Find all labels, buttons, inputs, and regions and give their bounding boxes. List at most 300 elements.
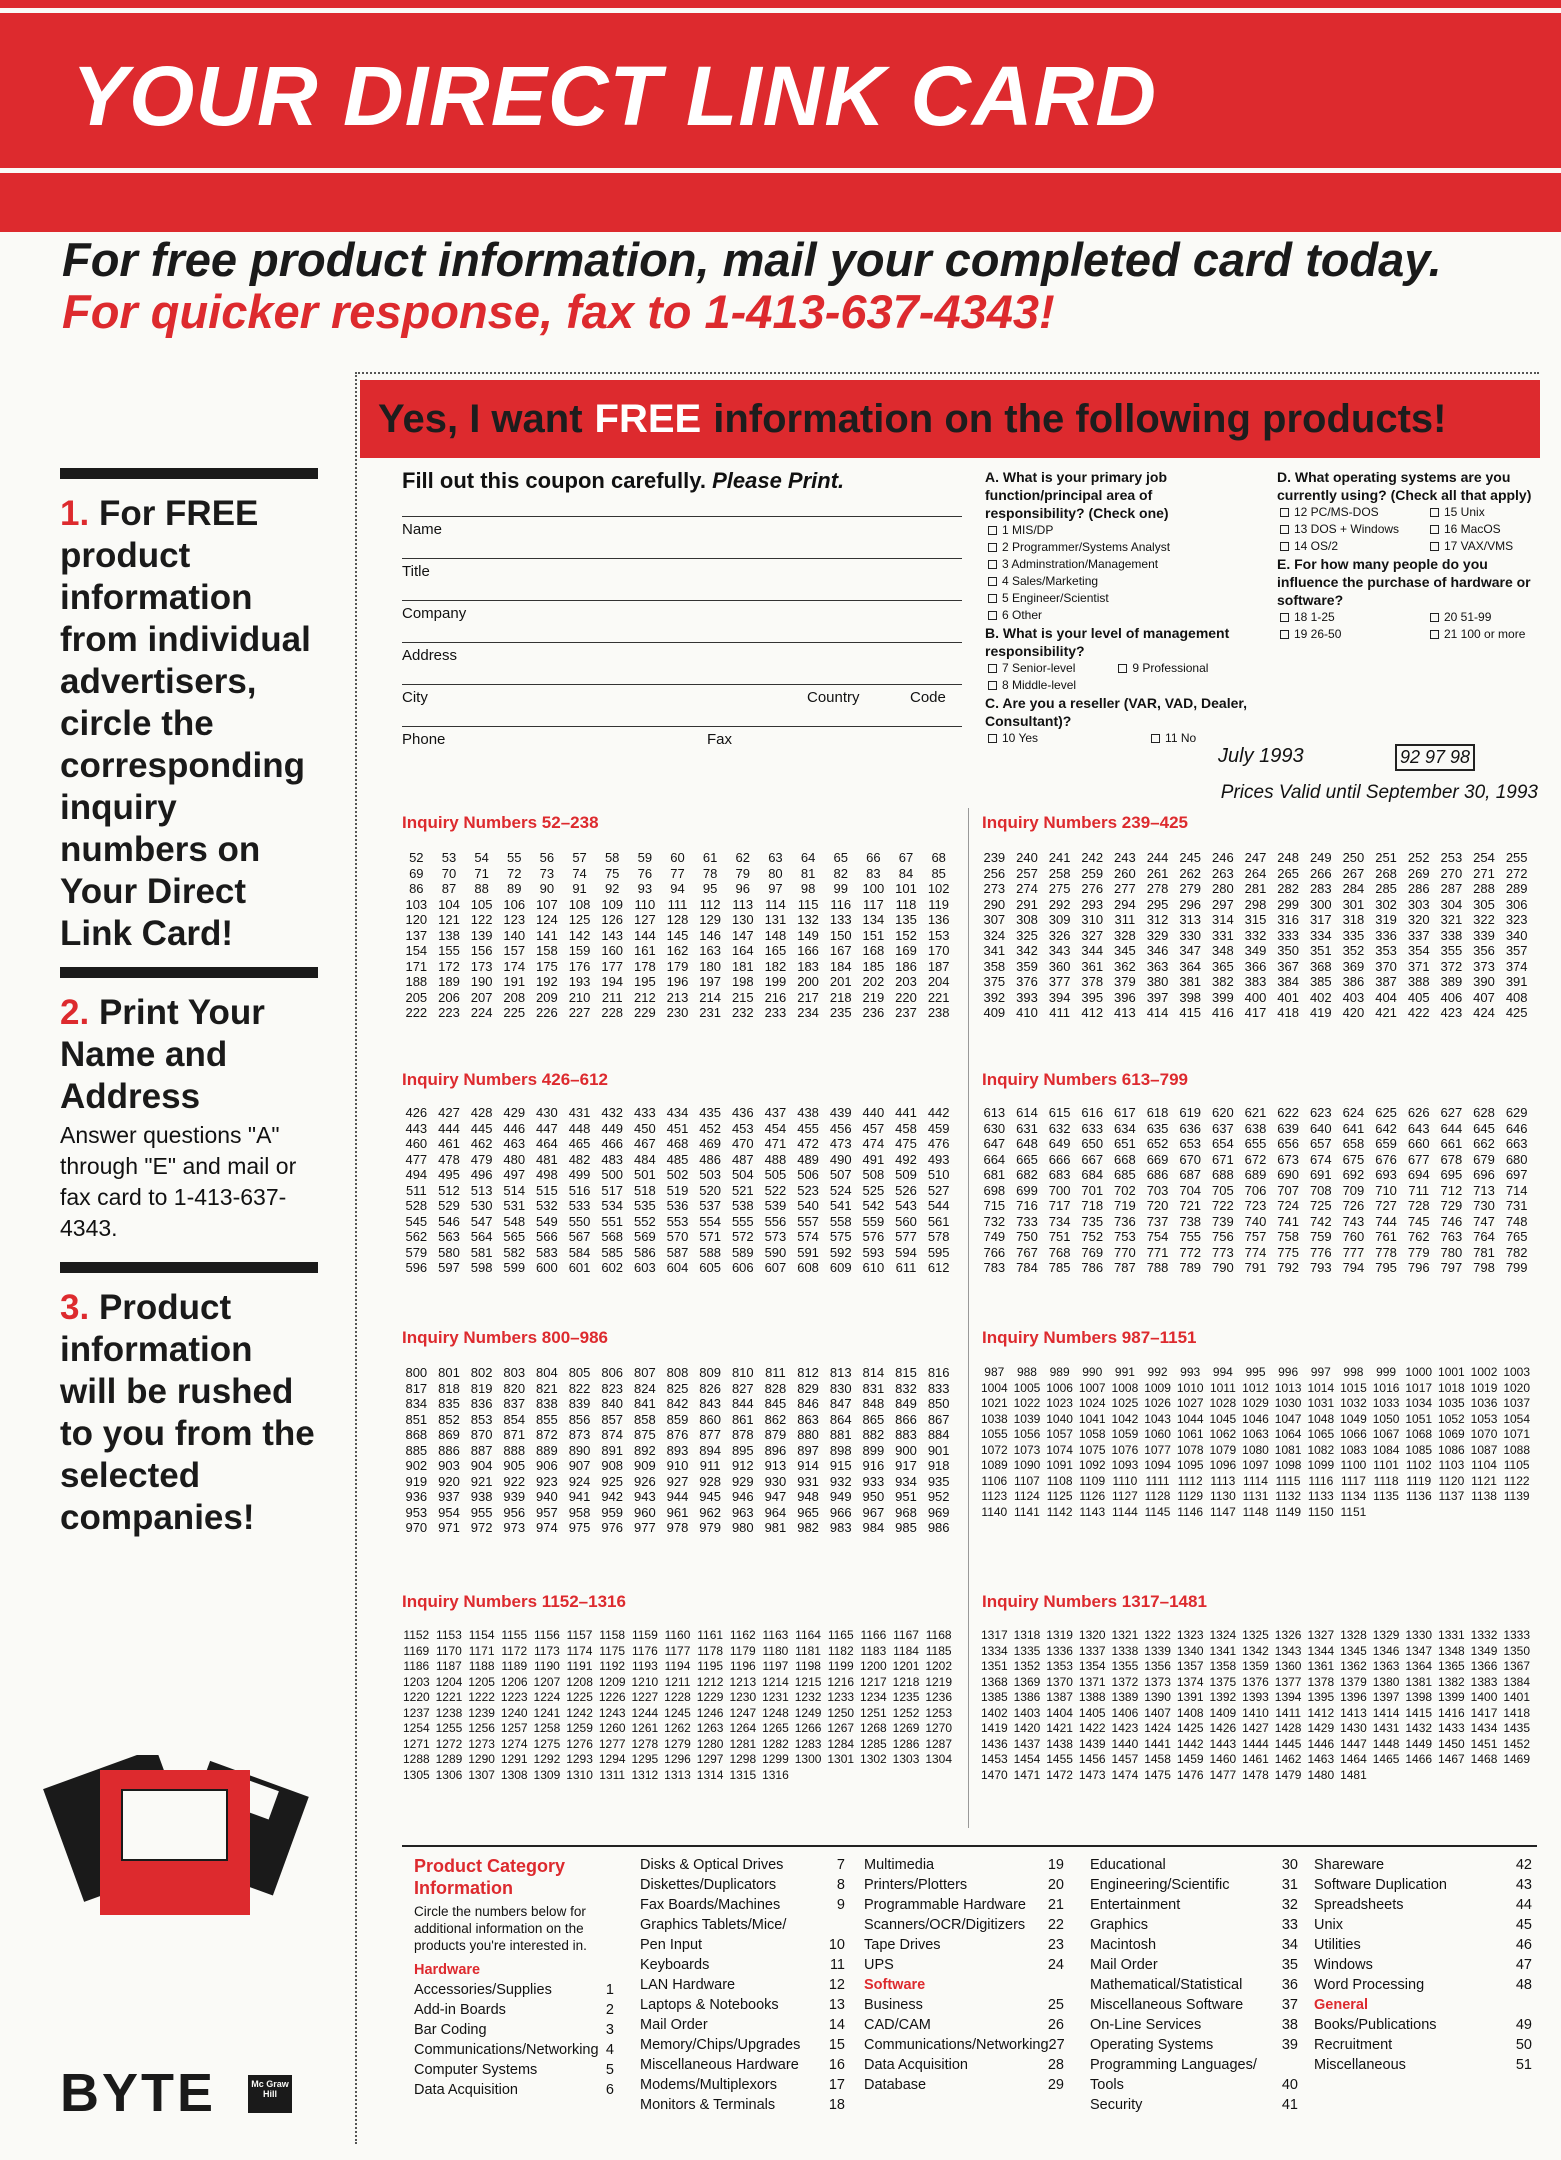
- inquiry-number[interactable]: 458: [895, 1120, 917, 1136]
- inquiry-number[interactable]: 735: [1081, 1213, 1104, 1229]
- inquiry-number[interactable]: 231: [699, 1005, 721, 1020]
- inquiry-number[interactable]: 56: [539, 850, 555, 865]
- inquiry-number[interactable]: 121: [438, 912, 460, 927]
- inquiry-number[interactable]: 391: [1505, 974, 1528, 989]
- inquiry-number[interactable]: 1071: [1503, 1427, 1531, 1441]
- inquiry-number[interactable]: 980: [731, 1520, 754, 1535]
- inquiry-number[interactable]: 896: [764, 1442, 787, 1458]
- inquiry-number[interactable]: 364: [1179, 958, 1202, 974]
- inquiry-number[interactable]: 71: [474, 865, 489, 881]
- inquiry-number[interactable]: 595: [927, 1244, 950, 1260]
- inquiry-number[interactable]: 702: [1114, 1182, 1136, 1198]
- inquiry-number[interactable]: 1444: [1242, 1736, 1269, 1751]
- inquiry-number[interactable]: 495: [438, 1167, 460, 1182]
- inquiry-number[interactable]: 1173: [534, 1643, 560, 1658]
- category-item[interactable]: Modems/Multiplexors 17: [640, 2077, 845, 2093]
- inquiry-number[interactable]: 1176: [631, 1643, 658, 1658]
- category-item[interactable]: Engineering/Scientific 31: [1090, 1877, 1298, 1893]
- inquiry-number[interactable]: 939: [503, 1489, 526, 1504]
- inquiry-number[interactable]: 1470: [980, 1767, 1008, 1782]
- inquiry-number[interactable]: 712: [1440, 1182, 1463, 1198]
- inquiry-number[interactable]: 657: [1309, 1136, 1332, 1151]
- inquiry-number[interactable]: 518: [633, 1182, 656, 1198]
- inquiry-number[interactable]: 1333: [1503, 1628, 1531, 1642]
- category-item[interactable]: Data Acquisition 28: [864, 2057, 1064, 2073]
- inquiry-number[interactable]: 397: [1146, 989, 1169, 1005]
- inquiry-number[interactable]: 813: [829, 1365, 852, 1380]
- category-item[interactable]: Communications/Networking 27: [864, 2037, 1065, 2053]
- inquiry-number[interactable]: 1307: [468, 1767, 495, 1782]
- inquiry-number[interactable]: 244: [1146, 850, 1169, 865]
- inquiry-number[interactable]: 1209: [598, 1674, 626, 1689]
- inquiry-number[interactable]: 233: [764, 1005, 787, 1020]
- inquiry-number[interactable]: 553: [666, 1213, 689, 1229]
- inquiry-number[interactable]: 186: [895, 958, 917, 974]
- inquiry-number[interactable]: 543: [895, 1198, 917, 1213]
- inquiry-number[interactable]: 347: [1179, 943, 1202, 958]
- inquiry-number[interactable]: 471: [764, 1136, 787, 1151]
- inquiry-number[interactable]: 934: [895, 1473, 917, 1489]
- inquiry-number[interactable]: 698: [983, 1182, 1006, 1198]
- inquiry-number[interactable]: 142: [568, 927, 591, 943]
- inquiry-number[interactable]: 1109: [1079, 1473, 1106, 1488]
- inquiry-number[interactable]: 214: [699, 989, 721, 1005]
- inquiry-number[interactable]: 446: [503, 1120, 526, 1136]
- inquiry-number[interactable]: 963: [731, 1504, 754, 1520]
- inquiry-number[interactable]: 696: [1473, 1167, 1495, 1182]
- inquiry-number[interactable]: 1462: [1274, 1752, 1302, 1766]
- inquiry-number[interactable]: 619: [1179, 1105, 1202, 1120]
- inquiry-number[interactable]: 658: [1342, 1136, 1365, 1151]
- inquiry-number[interactable]: 680: [1505, 1151, 1528, 1167]
- inquiry-number[interactable]: 1457: [1111, 1752, 1139, 1766]
- title-field[interactable]: Title: [402, 558, 962, 600]
- inquiry-number[interactable]: 157: [503, 943, 526, 958]
- inquiry-number[interactable]: 1464: [1340, 1752, 1367, 1766]
- inquiry-number[interactable]: 1400: [1470, 1690, 1498, 1704]
- inquiry-number[interactable]: 893: [666, 1442, 689, 1458]
- inquiry-number[interactable]: 453: [731, 1120, 754, 1136]
- inquiry-number[interactable]: 1368: [980, 1674, 1008, 1689]
- inquiry-number[interactable]: 317: [1309, 912, 1332, 927]
- inquiry-number[interactable]: 435: [699, 1105, 721, 1120]
- inquiry-number[interactable]: 396: [1114, 989, 1136, 1005]
- inquiry-number[interactable]: 548: [503, 1213, 526, 1229]
- inquiry-number[interactable]: 308: [1016, 912, 1038, 927]
- inquiry-number[interactable]: 205: [405, 989, 428, 1005]
- inquiry-number[interactable]: 283: [1309, 881, 1332, 896]
- inquiry-number[interactable]: 829: [797, 1380, 819, 1396]
- inquiry-number[interactable]: 707: [1277, 1182, 1299, 1198]
- inquiry-number[interactable]: 1318: [1013, 1628, 1041, 1642]
- inquiry-number[interactable]: 1282: [762, 1736, 789, 1751]
- inquiry-number[interactable]: 269: [1407, 865, 1430, 881]
- inquiry-number[interactable]: 545: [405, 1213, 428, 1229]
- inquiry-number[interactable]: 461: [438, 1136, 460, 1151]
- inquiry-number[interactable]: 1253: [925, 1705, 953, 1720]
- inquiry-number[interactable]: 505: [764, 1167, 787, 1182]
- inquiry-number[interactable]: 942: [601, 1489, 624, 1504]
- inquiry-number[interactable]: 1264: [729, 1721, 757, 1735]
- inquiry-number[interactable]: 206: [438, 989, 460, 1005]
- inquiry-number[interactable]: 1281: [729, 1736, 757, 1751]
- inquiry-number[interactable]: 1201: [892, 1659, 920, 1673]
- phone-field[interactable]: Phone Fax: [402, 726, 962, 768]
- inquiry-number[interactable]: 732: [983, 1213, 1006, 1229]
- fax-field[interactable]: Fax: [707, 731, 733, 748]
- inquiry-number[interactable]: 162: [666, 943, 689, 958]
- inquiry-number[interactable]: 1442: [1176, 1736, 1204, 1751]
- inquiry-number[interactable]: 1367: [1503, 1659, 1531, 1673]
- inquiry-number[interactable]: 395: [1081, 989, 1104, 1005]
- inquiry-number[interactable]: 246: [1211, 850, 1234, 865]
- inquiry-number[interactable]: 951: [895, 1489, 917, 1504]
- inquiry-number[interactable]: 1279: [664, 1736, 691, 1751]
- inquiry-number[interactable]: 498: [536, 1167, 558, 1182]
- inquiry-number[interactable]: 524: [829, 1182, 852, 1198]
- inquiry-number[interactable]: 434: [666, 1105, 689, 1120]
- inquiry-number[interactable]: 804: [536, 1365, 558, 1380]
- inquiry-number[interactable]: 542: [862, 1198, 885, 1213]
- inquiry-number[interactable]: 969: [927, 1504, 950, 1520]
- inquiry-number[interactable]: 962: [699, 1504, 721, 1520]
- inquiry-number[interactable]: 1085: [1405, 1442, 1433, 1457]
- b-option[interactable]: 9 Professional: [1115, 661, 1208, 675]
- inquiry-number[interactable]: 693: [1375, 1167, 1397, 1182]
- inquiry-number[interactable]: 129: [699, 912, 721, 927]
- inquiry-number[interactable]: 1196: [729, 1659, 756, 1673]
- inquiry-number[interactable]: 1393: [1242, 1690, 1269, 1704]
- inquiry-number[interactable]: 406: [1440, 989, 1463, 1005]
- inquiry-number[interactable]: 531: [503, 1198, 526, 1213]
- inquiry-number[interactable]: 882: [862, 1427, 885, 1442]
- category-item[interactable]: CAD/CAM 26: [864, 2017, 1064, 2033]
- inquiry-number[interactable]: 1185: [925, 1643, 952, 1658]
- inquiry-number[interactable]: 389: [1440, 974, 1463, 989]
- inquiry-number[interactable]: 919: [405, 1473, 428, 1489]
- inquiry-number[interactable]: 60: [670, 850, 685, 865]
- inquiry-number[interactable]: 912: [731, 1458, 754, 1473]
- inquiry-number[interactable]: 742: [1309, 1213, 1332, 1229]
- inquiry-number[interactable]: 1080: [1242, 1442, 1269, 1457]
- inquiry-number[interactable]: 683: [1048, 1167, 1071, 1182]
- category-item[interactable]: Add-in Boards 2: [414, 2002, 614, 2018]
- inquiry-number[interactable]: 936: [405, 1489, 428, 1504]
- inquiry-number[interactable]: 660: [1407, 1136, 1430, 1151]
- inquiry-number[interactable]: 1415: [1405, 1705, 1433, 1720]
- inquiry-number[interactable]: 189: [438, 974, 460, 989]
- inquiry-number[interactable]: 1417: [1470, 1705, 1498, 1720]
- inquiry-number[interactable]: 138: [438, 927, 460, 943]
- inquiry-number[interactable]: 321: [1440, 912, 1463, 927]
- inquiry-number[interactable]: 111: [667, 896, 688, 912]
- inquiry-number[interactable]: 704: [1179, 1182, 1202, 1198]
- inquiry-number[interactable]: 1092: [1078, 1458, 1106, 1472]
- inquiry-number[interactable]: 549: [536, 1213, 558, 1229]
- category-item[interactable]: Diskettes/Duplicators 8: [640, 1877, 845, 1893]
- inquiry-number[interactable]: 405: [1407, 989, 1430, 1005]
- inquiry-number[interactable]: 1125: [1046, 1489, 1073, 1503]
- inquiry-number[interactable]: 990: [1082, 1365, 1103, 1379]
- inquiry-number[interactable]: 1403: [1013, 1705, 1041, 1720]
- inquiry-number[interactable]: 1252: [892, 1705, 920, 1720]
- inquiry-number[interactable]: 591: [797, 1244, 819, 1260]
- inquiry-number[interactable]: 1148: [1242, 1504, 1269, 1519]
- inquiry-number[interactable]: 218: [829, 989, 852, 1005]
- c-option-yes[interactable]: 10 Yes: [985, 731, 1038, 745]
- inquiry-number[interactable]: 89: [507, 881, 522, 896]
- inquiry-number[interactable]: 1011: [1209, 1380, 1236, 1395]
- inquiry-number[interactable]: 1348: [1438, 1643, 1465, 1658]
- inquiry-number[interactable]: 1410: [1242, 1705, 1269, 1720]
- inquiry-number[interactable]: 793: [1309, 1260, 1332, 1275]
- inquiry-number[interactable]: 908: [601, 1458, 624, 1473]
- inquiry-number[interactable]: 766: [983, 1244, 1006, 1260]
- inquiry-number[interactable]: 135: [895, 912, 917, 927]
- inquiry-number[interactable]: 305: [1473, 896, 1495, 912]
- inquiry-number[interactable]: 955: [470, 1504, 493, 1520]
- inquiry-number[interactable]: 1014: [1307, 1380, 1335, 1395]
- inquiry-number[interactable]: 411: [1049, 1005, 1070, 1020]
- inquiry-number[interactable]: 451: [666, 1120, 689, 1136]
- inquiry-number[interactable]: 1458: [1144, 1752, 1171, 1766]
- inquiry-number[interactable]: 513: [470, 1182, 493, 1198]
- inquiry-number[interactable]: 277: [1114, 881, 1136, 896]
- inquiry-number[interactable]: 1343: [1274, 1643, 1302, 1658]
- inquiry-number[interactable]: 340: [1505, 927, 1528, 943]
- inquiry-number[interactable]: 1042: [1111, 1411, 1139, 1426]
- inquiry-number[interactable]: 1248: [762, 1705, 789, 1720]
- inquiry-number[interactable]: 910: [666, 1458, 689, 1473]
- inquiry-number[interactable]: 196: [666, 974, 689, 989]
- inquiry-number[interactable]: 596: [405, 1260, 428, 1275]
- inquiry-number[interactable]: 786: [1081, 1260, 1104, 1275]
- inquiry-number[interactable]: 847: [829, 1396, 852, 1411]
- inquiry-number[interactable]: 1471: [1013, 1767, 1041, 1782]
- inquiry-number[interactable]: 100: [862, 881, 885, 896]
- inquiry-number[interactable]: 1103: [1438, 1458, 1465, 1472]
- inquiry-number[interactable]: 579: [405, 1244, 428, 1260]
- inquiry-number[interactable]: 1452: [1503, 1736, 1531, 1751]
- inquiry-number[interactable]: 1053: [1470, 1411, 1498, 1426]
- inquiry-number[interactable]: 67: [898, 850, 914, 865]
- inquiry-number[interactable]: 740: [1244, 1213, 1267, 1229]
- inquiry-number[interactable]: 753: [1114, 1229, 1136, 1244]
- inquiry-number[interactable]: 1354: [1078, 1659, 1106, 1673]
- inquiry-number[interactable]: 881: [829, 1427, 852, 1442]
- inquiry-number[interactable]: 1214: [762, 1674, 789, 1689]
- inquiry-number[interactable]: 1031: [1307, 1396, 1335, 1410]
- inquiry-number[interactable]: 1413: [1340, 1705, 1367, 1720]
- inquiry-number[interactable]: 978: [666, 1520, 689, 1535]
- inquiry-number[interactable]: 1207: [533, 1674, 561, 1689]
- inquiry-number[interactable]: 202: [862, 974, 885, 989]
- inquiry-number[interactable]: 594: [895, 1244, 917, 1260]
- inquiry-number[interactable]: 684: [1081, 1167, 1104, 1182]
- b-option[interactable]: 7 Senior-level: [985, 661, 1075, 675]
- inquiry-number[interactable]: 351: [1309, 943, 1332, 958]
- inquiry-number[interactable]: 112: [699, 896, 721, 912]
- inquiry-number[interactable]: 408: [1505, 989, 1528, 1005]
- inquiry-number[interactable]: 1422: [1078, 1721, 1106, 1735]
- inquiry-number[interactable]: 898: [829, 1442, 852, 1458]
- inquiry-number[interactable]: 1296: [664, 1752, 691, 1766]
- inquiry-number[interactable]: 797: [1440, 1260, 1463, 1275]
- inquiry-number[interactable]: 867: [927, 1411, 950, 1427]
- inquiry-number[interactable]: 767: [1016, 1244, 1038, 1260]
- inquiry-number[interactable]: 285: [1375, 881, 1397, 896]
- inquiry-number[interactable]: 119: [928, 896, 950, 912]
- inquiry-number[interactable]: 1463: [1307, 1752, 1335, 1766]
- inquiry-number[interactable]: 371: [1407, 958, 1430, 974]
- inquiry-number[interactable]: 688: [1211, 1167, 1234, 1182]
- inquiry-number[interactable]: 452: [699, 1120, 721, 1136]
- inquiry-number[interactable]: 203: [895, 974, 917, 989]
- inquiry-number[interactable]: 1159: [631, 1628, 658, 1642]
- inquiry-number[interactable]: 1193: [631, 1659, 658, 1673]
- inquiry-number[interactable]: 1086: [1438, 1442, 1465, 1457]
- inquiry-number[interactable]: 970: [405, 1520, 428, 1535]
- inquiry-number[interactable]: 182: [764, 958, 787, 974]
- inquiry-number[interactable]: 1191: [566, 1659, 593, 1673]
- inquiry-number[interactable]: 871: [503, 1427, 526, 1442]
- inquiry-number[interactable]: 647: [983, 1136, 1006, 1151]
- inquiry-number[interactable]: 954: [438, 1504, 460, 1520]
- inquiry-number[interactable]: 421: [1375, 1005, 1397, 1020]
- inquiry-number[interactable]: 350: [1277, 943, 1299, 958]
- inquiry-number[interactable]: 228: [601, 1005, 624, 1020]
- inquiry-number[interactable]: 872: [536, 1427, 558, 1442]
- inquiry-number[interactable]: 1167: [893, 1628, 919, 1642]
- inquiry-number[interactable]: 96: [735, 881, 751, 896]
- inquiry-number[interactable]: 1186: [403, 1659, 430, 1673]
- inquiry-number[interactable]: 1298: [729, 1752, 757, 1766]
- inquiry-number[interactable]: 126: [601, 912, 624, 927]
- inquiry-number[interactable]: 1443: [1209, 1736, 1237, 1751]
- inquiry-number[interactable]: 1082: [1307, 1442, 1335, 1457]
- inquiry-number[interactable]: 314: [1211, 912, 1234, 927]
- category-item[interactable]: Mail Order 14: [640, 2017, 845, 2033]
- inquiry-number[interactable]: 302: [1375, 896, 1397, 912]
- inquiry-number[interactable]: 207: [470, 989, 493, 1005]
- inquiry-number[interactable]: 1406: [1111, 1705, 1139, 1720]
- inquiry-number[interactable]: 1132: [1275, 1489, 1302, 1503]
- inquiry-number[interactable]: 588: [699, 1244, 721, 1260]
- inquiry-number[interactable]: 407: [1473, 989, 1495, 1005]
- inquiry-number[interactable]: 499: [568, 1167, 591, 1182]
- category-item[interactable]: Windows 47: [1314, 1957, 1532, 1973]
- inquiry-number[interactable]: 1451: [1470, 1736, 1498, 1751]
- inquiry-number[interactable]: 790: [1211, 1260, 1234, 1275]
- inquiry-number[interactable]: 581: [470, 1244, 493, 1260]
- inquiry-number[interactable]: 1026: [1144, 1396, 1171, 1410]
- inquiry-number[interactable]: 1465: [1372, 1752, 1400, 1766]
- inquiry-number[interactable]: 422: [1407, 1005, 1430, 1020]
- inquiry-number[interactable]: 926: [633, 1473, 656, 1489]
- inquiry-number[interactable]: 1211: [664, 1674, 691, 1689]
- inquiry-number[interactable]: 212: [633, 989, 656, 1005]
- inquiry-number[interactable]: 671: [1211, 1151, 1234, 1167]
- inquiry-number[interactable]: 403: [1342, 989, 1365, 1005]
- inquiry-number[interactable]: 865: [862, 1411, 885, 1427]
- inquiry-number[interactable]: 281: [1244, 881, 1267, 896]
- inquiry-number[interactable]: 1162: [729, 1628, 756, 1642]
- inquiry-number[interactable]: 247: [1244, 850, 1267, 865]
- inquiry-number[interactable]: 1078: [1176, 1442, 1204, 1457]
- inquiry-number[interactable]: 1477: [1209, 1767, 1237, 1782]
- inquiry-number[interactable]: 1000: [1405, 1365, 1433, 1379]
- inquiry-number[interactable]: 514: [503, 1182, 526, 1198]
- inquiry-number[interactable]: 944: [666, 1489, 689, 1504]
- inquiry-number[interactable]: 763: [1440, 1229, 1463, 1244]
- inquiry-number[interactable]: 830: [829, 1380, 852, 1396]
- inquiry-number[interactable]: 1423: [1111, 1721, 1139, 1735]
- inquiry-number[interactable]: 478: [438, 1151, 460, 1167]
- inquiry-number[interactable]: 522: [764, 1182, 787, 1198]
- inquiry-number[interactable]: 1069: [1438, 1427, 1465, 1441]
- inquiry-number[interactable]: 345: [1114, 943, 1136, 958]
- inquiry-number[interactable]: 331: [1211, 927, 1234, 943]
- inquiry-number[interactable]: 863: [797, 1411, 819, 1427]
- inquiry-number[interactable]: 659: [1375, 1136, 1397, 1151]
- inquiry-number[interactable]: 1029: [1242, 1396, 1269, 1410]
- inquiry-number[interactable]: 445: [470, 1120, 493, 1136]
- inquiry-number[interactable]: 929: [731, 1473, 754, 1489]
- inquiry-number[interactable]: 1213: [729, 1674, 757, 1689]
- inquiry-number[interactable]: 1392: [1209, 1690, 1237, 1704]
- inquiry-number[interactable]: 1045: [1209, 1411, 1237, 1426]
- inquiry-number[interactable]: 880: [797, 1427, 819, 1442]
- inquiry-number[interactable]: 1161: [697, 1628, 724, 1642]
- inquiry-number[interactable]: 541: [829, 1198, 852, 1213]
- inquiry-number[interactable]: 237: [895, 1005, 917, 1020]
- inquiry-number[interactable]: 1399: [1438, 1690, 1465, 1704]
- inquiry-number[interactable]: 1382: [1438, 1674, 1465, 1689]
- inquiry-number[interactable]: 204: [927, 974, 950, 989]
- inquiry-number[interactable]: 645: [1473, 1120, 1495, 1136]
- inquiry-number[interactable]: 1070: [1470, 1427, 1498, 1441]
- inquiry-number[interactable]: 367: [1277, 958, 1299, 974]
- inquiry-number[interactable]: 1391: [1176, 1690, 1204, 1704]
- inquiry-number[interactable]: 900: [895, 1442, 917, 1458]
- inquiry-number[interactable]: 497: [503, 1167, 526, 1182]
- inquiry-number[interactable]: 1363: [1372, 1659, 1400, 1673]
- inquiry-number[interactable]: 1123: [981, 1489, 1008, 1503]
- inquiry-number[interactable]: 509: [895, 1167, 917, 1182]
- inquiry-number[interactable]: 616: [1081, 1105, 1104, 1120]
- inquiry-number[interactable]: 629: [1505, 1105, 1528, 1120]
- inquiry-number[interactable]: 556: [764, 1213, 787, 1229]
- inquiry-number[interactable]: 807: [633, 1365, 656, 1380]
- inquiry-number[interactable]: 61: [702, 850, 718, 865]
- inquiry-number[interactable]: 416: [1211, 1005, 1234, 1020]
- inquiry-number[interactable]: 251: [1375, 850, 1397, 865]
- inquiry-number[interactable]: 1356: [1144, 1659, 1171, 1673]
- inquiry-number[interactable]: 1107: [1014, 1473, 1040, 1488]
- inquiry-number[interactable]: 474: [862, 1136, 885, 1151]
- inquiry-number[interactable]: 1151: [1340, 1504, 1367, 1519]
- inquiry-number[interactable]: 904: [470, 1458, 493, 1473]
- inquiry-number[interactable]: 322: [1473, 912, 1495, 927]
- inquiry-number[interactable]: 110: [634, 896, 656, 912]
- inquiry-number[interactable]: 876: [666, 1427, 689, 1442]
- inquiry-number[interactable]: 1043: [1144, 1411, 1171, 1426]
- inquiry-number[interactable]: 375: [983, 974, 1006, 989]
- inquiry-number[interactable]: 1113: [1210, 1473, 1236, 1488]
- inquiry-number[interactable]: 1215: [794, 1674, 822, 1689]
- inquiry-number[interactable]: 159: [568, 943, 591, 958]
- inquiry-number[interactable]: 303: [1407, 896, 1430, 912]
